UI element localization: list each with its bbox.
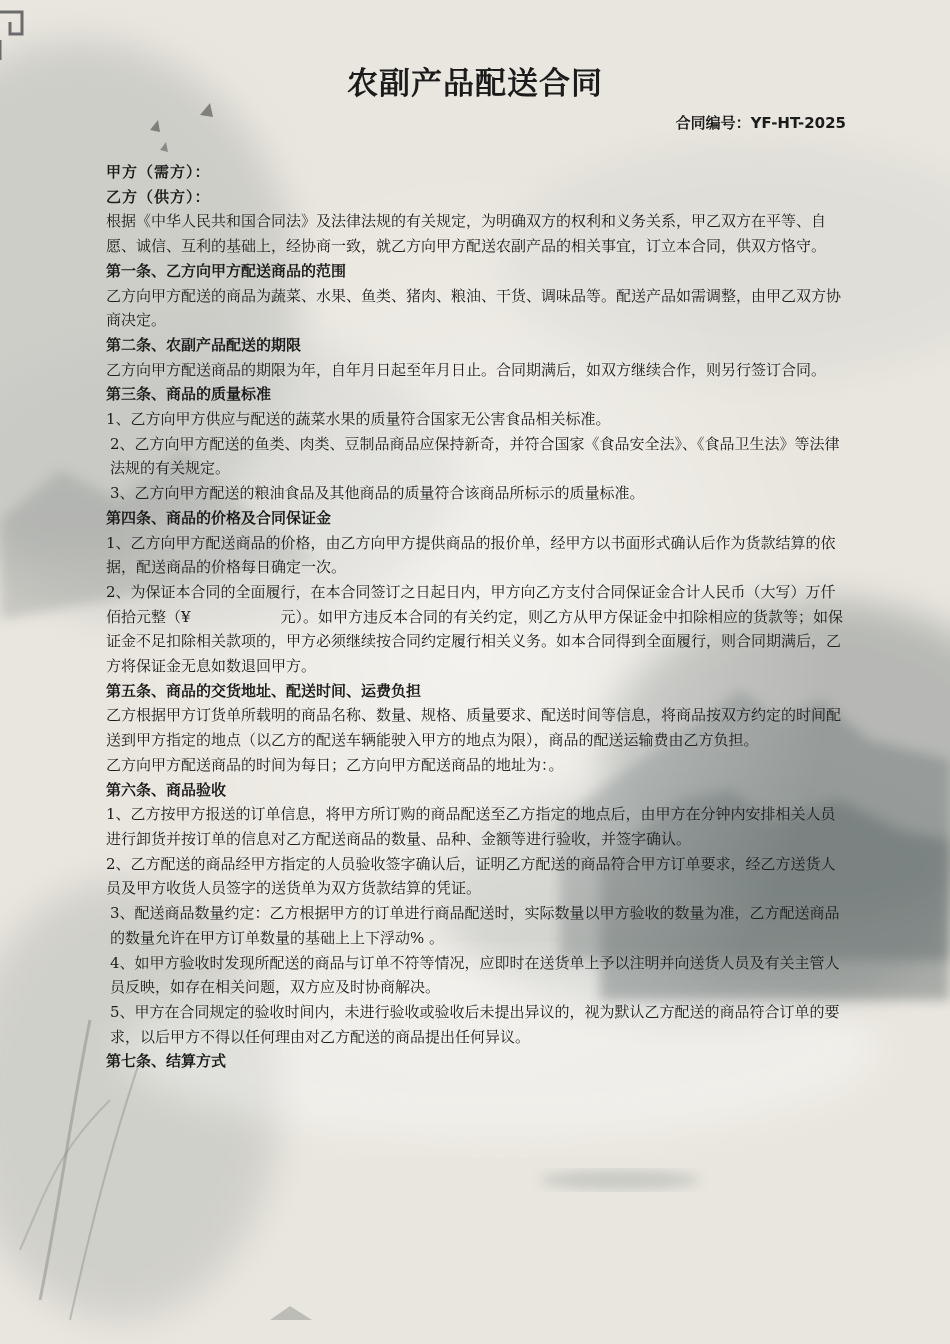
party-b-label: 乙方（供方）： xyxy=(106,187,211,206)
party-a-label: 甲方（需方）： xyxy=(106,163,211,181)
article-4-item-2: 2、为保证本合同的全面履行，在本合同签订之日起日内，甲方向乙方支付合同保证金合计人民币（大写）万仟佰拾元整（¥ 元）。如甲方违反本合同的有关约定，则乙方从甲方保证金中扣除相应的货款等；如保证金不足扣除相关款项的，甲方必须继续按合同约定履行相关义务。如本合同得到全面履行，则合同期满后，乙方将保证金无息如数退回甲方。 xyxy=(106,582,844,676)
article-3-heading: 第三条、商品的质量标准 xyxy=(106,385,272,404)
article-1-heading: 第一条、乙方向甲方配送商品的范围 xyxy=(106,261,347,280)
document-title: 农副产品配送合同 xyxy=(347,66,603,102)
preamble: 根据《中华人民共和国合同法》及法律法规的有关规定，为明确双方的权利和义务关系，甲乙双方在平等、自愿、诚信、互利的基础上，经协商一致，就乙方向甲方配送农副产品的相关事宜，订立本合同，供双方恪守。 xyxy=(106,212,827,256)
article-6-item-5: 5、甲方在合同规定的验收时间内，未进行验收或验收后未提出异议的，视为默认乙方配送的商品符合订单的要求，以后甲方不得以任何理由对乙方配送的商品提出任何异议。 xyxy=(110,1002,840,1046)
article-5-paragraph-1: 乙方根据甲方订货单所载明的商品名称、数量、规格、质量要求、配送时间等信息，将商品按双方约定的时间配送到甲方指定的地点（以乙方的配送车辆能驶入甲方的地点为限），商品的配送运输费由乙方负担。 xyxy=(106,706,842,750)
article-6-item-3: 3、配送商品数量约定：乙方根据甲方的订单进行商品配送时，实际数量以甲方验收的数量为准，乙方配送商品的数量允许在甲方订单数量的基础上上下浮动% 。 xyxy=(110,904,840,947)
article-3-item-2: 2、乙方向甲方配送的鱼类、肉类、豆制品商品应保持新奇，并符合国家《食品安全法》、《食品卫生法》等法律法规的有关规定。 xyxy=(110,434,840,478)
contract-body xyxy=(106,160,846,1074)
article-7-heading: 第七条、结算方式 xyxy=(106,1052,227,1071)
article-6-item-2: 2、乙方配送的商品经甲方指定的人员验收签字确认后，证明乙方配送的商品符合甲方订单要求，经乙方送货人员及甲方收货人员签字的送货单为双方货款结算的凭证。 xyxy=(106,854,836,898)
article-2-paragraph: 乙方向甲方配送商品的期限为年，自年月日起至年月日止。合同期满后，如双方继续合作，则另行签订合同。 xyxy=(106,360,827,379)
article-6-item-4: 4、如甲方验收时发现所配送的商品与订单不符等情况，应即时在送货单上予以注明并向送货人员及有关主管人员反映，如存在相关问题，双方应及时协商解决。 xyxy=(110,953,840,997)
article-3-item-1: 1、乙方向甲方供应与配送的蔬菜水果的质量符合国家无公害食品相关标准。 xyxy=(106,410,611,429)
article-4-item-1: 1、乙方向甲方配送商品的价格，由乙方向甲方提供商品的报价单，经甲方以书面形式确认后作为货款结算的依据，配送商品的价格每日确定一次。 xyxy=(106,533,836,577)
article-2-heading: 第二条、农副产品配送的期限 xyxy=(106,335,302,354)
article-4-heading: 第四条、商品的价格及合同保证金 xyxy=(106,508,332,527)
article-5-heading: 第五条、商品的交货地址、配送时间、运费负担 xyxy=(106,681,422,700)
article-6-heading: 第六条、商品验收 xyxy=(106,780,227,799)
article-3-item-3: 3、乙方向甲方配送的粮油食品及其他商品的质量符合该商品所标示的质量标准。 xyxy=(110,484,645,503)
article-6-item-1: 1、乙方按甲方报送的订单信息，将甲方所订购的商品配送至乙方指定的地点后，由甲方在分钟内安排相关人员进行卸货并按订单的信息对乙方配送商品的数量、品种、金额等进行验收，并签字确认。 xyxy=(106,805,836,848)
article-1-paragraph: 乙方向甲方配送的商品为蔬菜、水果、鱼类、猪肉、粮油、干货、调味品等。配送产品如需调整，由甲乙双方协商决定。 xyxy=(106,286,842,330)
article-5-paragraph-2: 乙方向甲方配送商品的时间为每日；乙方向甲方配送商品的地址为：。 xyxy=(106,755,564,774)
contract-number: 合同编号：YF-HT-2025 xyxy=(675,114,846,132)
